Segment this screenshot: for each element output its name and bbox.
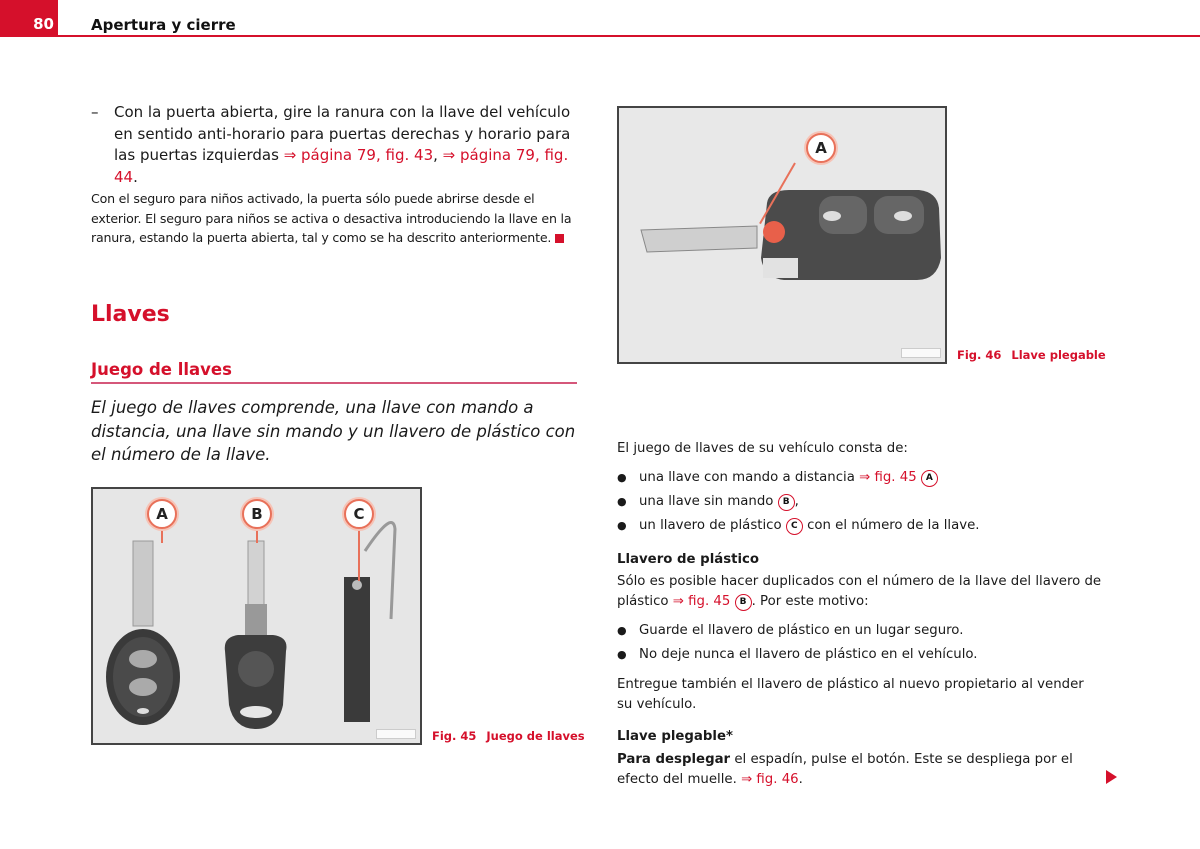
item-suffix: con el número de la llave. [802,518,980,533]
figure-title: Llave plegable [1011,348,1106,362]
child-lock-text: Con el seguro para niños activado, la puerta sólo puede abrirse desde el exterior. El seguro para niños se activa o desactiva introduciendo la llave en la ranura, estando la puerta abierta, tal y como se ha descrito anteriormente. [91,191,572,245]
callout-b: B [242,499,272,529]
figure-number: Fig. 45 [432,729,477,743]
dash-marker: – [91,103,99,121]
period: . [133,167,138,186]
paragraph-text: el espadín, pulse el botón. Este se despliega por el efecto del muelle. [617,752,1073,787]
chapter-title: Apertura y cierre [91,16,236,34]
separator: , [433,146,443,164]
callout-c: C [344,499,374,529]
folding-key-illustration [619,108,947,364]
plastic-tag-list [617,621,1117,669]
item-text: un llavero de plástico [639,518,786,533]
callout-a: A [147,499,177,529]
figure-ref-link[interactable]: ⇒ fig. 45 [859,470,917,485]
header-rule [58,35,1200,37]
item-text: una llave sin mando [639,494,778,509]
figure-code-label [901,348,941,358]
plastic-tag-paragraph [617,572,1117,611]
paragraph-text: Sólo es posible hacer duplicados con el número de la llave del llavero de plástico [617,574,1102,609]
list-item: ● Guarde el llavero de plástico en un lugar seguro. [617,621,1117,641]
instruction-item [91,102,581,188]
callout-a: A [806,133,836,163]
list-item [617,516,1117,536]
subsection-title: Juego de llaves [91,360,577,384]
callout-leader [256,529,258,543]
next-page-arrow-icon[interactable] [1106,770,1117,784]
folding-key-paragraph [617,750,1107,789]
handover-paragraph: Entregue también el llavero de plástico al nuevo propietario al vender su vehículo. [617,677,1084,712]
folding-key-heading: Llave plegable* [617,729,733,744]
bold-lead: Para desplegar [617,752,731,767]
section-title: Llaves [91,302,170,327]
callout-badge-b: B [735,594,752,611]
figure-ref-link[interactable]: ⇒ fig. 46 [741,771,799,787]
paragraph-suffix: . Por este motivo: [751,593,869,609]
page-ref-link[interactable]: ⇒ página 79, fig. 44 [114,146,569,186]
item-text: una llave con mando a distancia [639,470,860,485]
plastic-tag-heading: Llavero de plástico [617,552,760,567]
list-item: ● No deje nunca el llavero de plástico en el vehículo. [617,645,1117,665]
callout-badge-a: A [921,470,938,487]
lead-paragraph: El juego de llaves comprende, una llave con mando a distancia, una llave sin mando y un llavero de plástico con el número de la llave. [91,398,576,464]
figure-ref-link[interactable]: ⇒ fig. 45 [672,593,731,609]
list-item [617,492,1117,512]
figure-code-label [376,729,416,739]
page-number: 80 [33,15,54,33]
key-set-intro: El juego de llaves de su vehículo consta de: [617,441,908,456]
figure-46-folding-key [617,106,947,364]
callout-badge-c: C [786,518,803,535]
figure-number: Fig. 46 [957,348,1002,362]
list-item [617,468,1117,488]
callout-leader [161,529,163,543]
figure-46-caption [957,348,1106,362]
key-set-list [617,468,1117,540]
page-ref-link[interactable]: ⇒ página 79, fig. 43 [283,146,434,164]
figure-title: Juego de llaves [486,729,585,743]
child-lock-paragraph [91,189,581,248]
item-suffix: , [794,494,799,509]
figure-45-key-set [91,487,422,745]
instruction-body: Con la puerta abierta, gire la ranura con la llave del vehículo en sentido anti-horario para puertas derechas y horario para las puertas izquierdas [114,103,571,164]
callout-badge-b: B [778,494,795,511]
callout-leader [358,529,360,581]
section-end-marker [555,234,564,243]
instruction-text [114,102,581,188]
period: . [798,771,803,787]
figure-45-caption [432,729,585,743]
